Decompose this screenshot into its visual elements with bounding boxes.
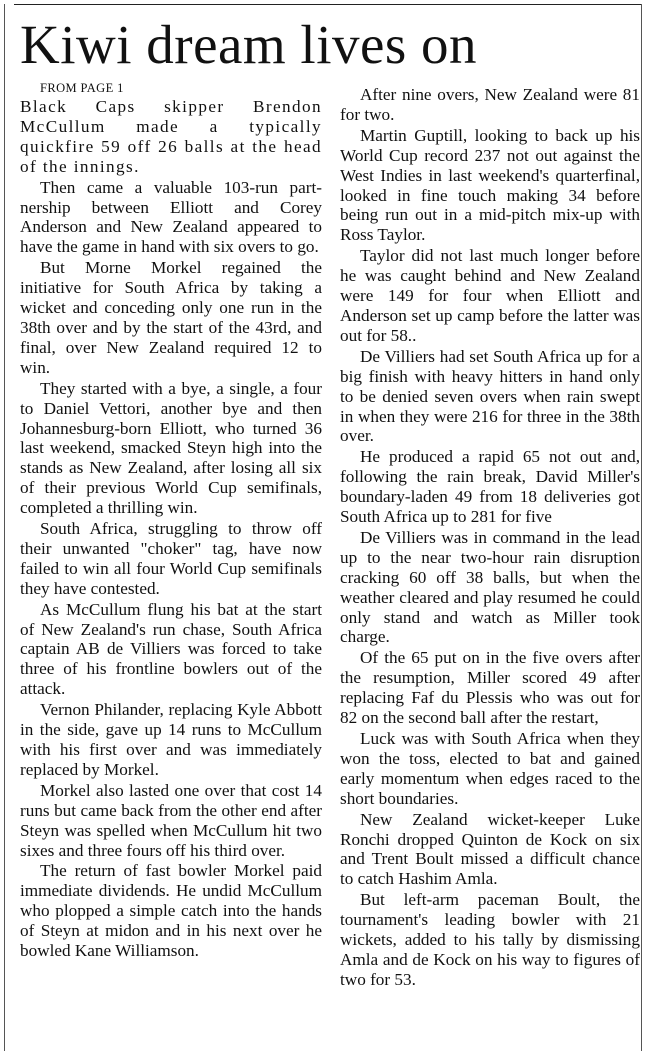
paragraph: But left-arm paceman Boult, the tournament's leading bowler with 21 wickets, added to his tally by dismissing Amla and de Kock on his way to figures of two for 53. [340,890,640,989]
headline: Kiwi dream lives on [20,14,478,75]
paragraph: After nine overs, New Zealand were 81 for two. [340,85,640,124]
right-column-rule [641,4,642,1051]
paragraph: De Villiers was in command in the lead up to the near two-hour rain disruption cracking 60 off 38 balls, but when the weather cleared and play resumed he could only stand and watch as Miller took charge. [340,527,640,647]
paragraph: Then came a valuable 103-run partnership between Elliott and Corey Anderson and New Zealand appeared to have the game in hand with six overs to go. [20,177,322,257]
paragraph: South Africa, struggling to throw off their unwanted "choker" tag, have now failed to win all four World Cup semifinals they have contested. [20,519,322,598]
paragraph: Taylor did not last much longer before he was caught behind and New Zealand were 149 for four when Elliott and Anderson set up camp before the latter was out for 58.. [340,246,640,345]
paragraph: He produced a rapid 65 not out and, following the rain break, David Miller's boundary-laden 49 from 18 deliveries got South Africa up to 281 for five [340,447,640,527]
right-column [340,85,640,991]
paragraph: As McCullum flung his bat at the start of New Zealand's run chase, South Africa captain AB de Villiers was forced to take three of his frontline bowlers out of the attack. [20,599,322,699]
paragraph: The return of fast bowler Morkel paid immediate dividends. He undid McCullum who plopped a simple catch into the hands of Steyn at midon and in his next over he bowled Kane Williamson. [20,861,322,961]
paragraph: They started with a bye, a single, a four to Daniel Vettori, another bye and then Johannesburg-born Elliott, who turned 36 last weekend, smacked Steyn high into the stands as New Zealand, after losing all six of their previous World Cup semifinals, completed a thrilling win. [20,378,322,518]
left-column-rule [4,4,5,1051]
left-column [20,80,322,962]
paragraph: Luck was with South Africa when they won the toss, elected to bat and gained early momentum when edges raced to the short boundaries. [340,729,640,808]
paragraph: Morkel also lasted one over that cost 14 runs but came back from the other end after Steyn was spelled when McCullum hit two sixes and three fours off his third over. [20,780,322,860]
paragraph: Of the 65 put on in the five overs after the resumption, Miller scored 49 after replacing Faf du Plessis who was out for 82 on the second ball after the restart, [340,648,640,728]
jump-line: FROM PAGE 1 [40,81,124,95]
paragraph: Martin Guptill, looking to back up his World Cup record 237 not out against the West Indies in last weekend's quarterfinal, looked in fine touch making 34 before being run out in a mid-pitch mix-up with Ross Taylor. [340,125,640,245]
top-rule [14,4,642,5]
paragraph: Black Caps skipper Brendon McCullum made a typically quickfire 59 off 26 balls at the head of the innings. [20,97,322,176]
paragraph: But Morne Morkel regained the initiative for South Africa by taking a wicket and conceding only one run in the 38th over and by the start of the 43rd, and final, over New Zealand required 12 to win. [20,258,322,377]
paragraph: De Villiers had set South Africa up for a big finish with heavy hitters in hand only to be denied seven overs when rain swept in when they were 216 for three in the 38th over. [340,346,640,446]
paragraph: New Zealand wicket-keeper Luke Ronchi dropped Quinton de Kock on six and Trent Boult missed a difficult chance to catch Hashim Amla. [340,809,640,889]
paragraph: Vernon Philander, replacing Kyle Abbott in the side, gave up 14 runs to McCullum with his first over and was immediately replaced by Morkel. [20,700,322,779]
